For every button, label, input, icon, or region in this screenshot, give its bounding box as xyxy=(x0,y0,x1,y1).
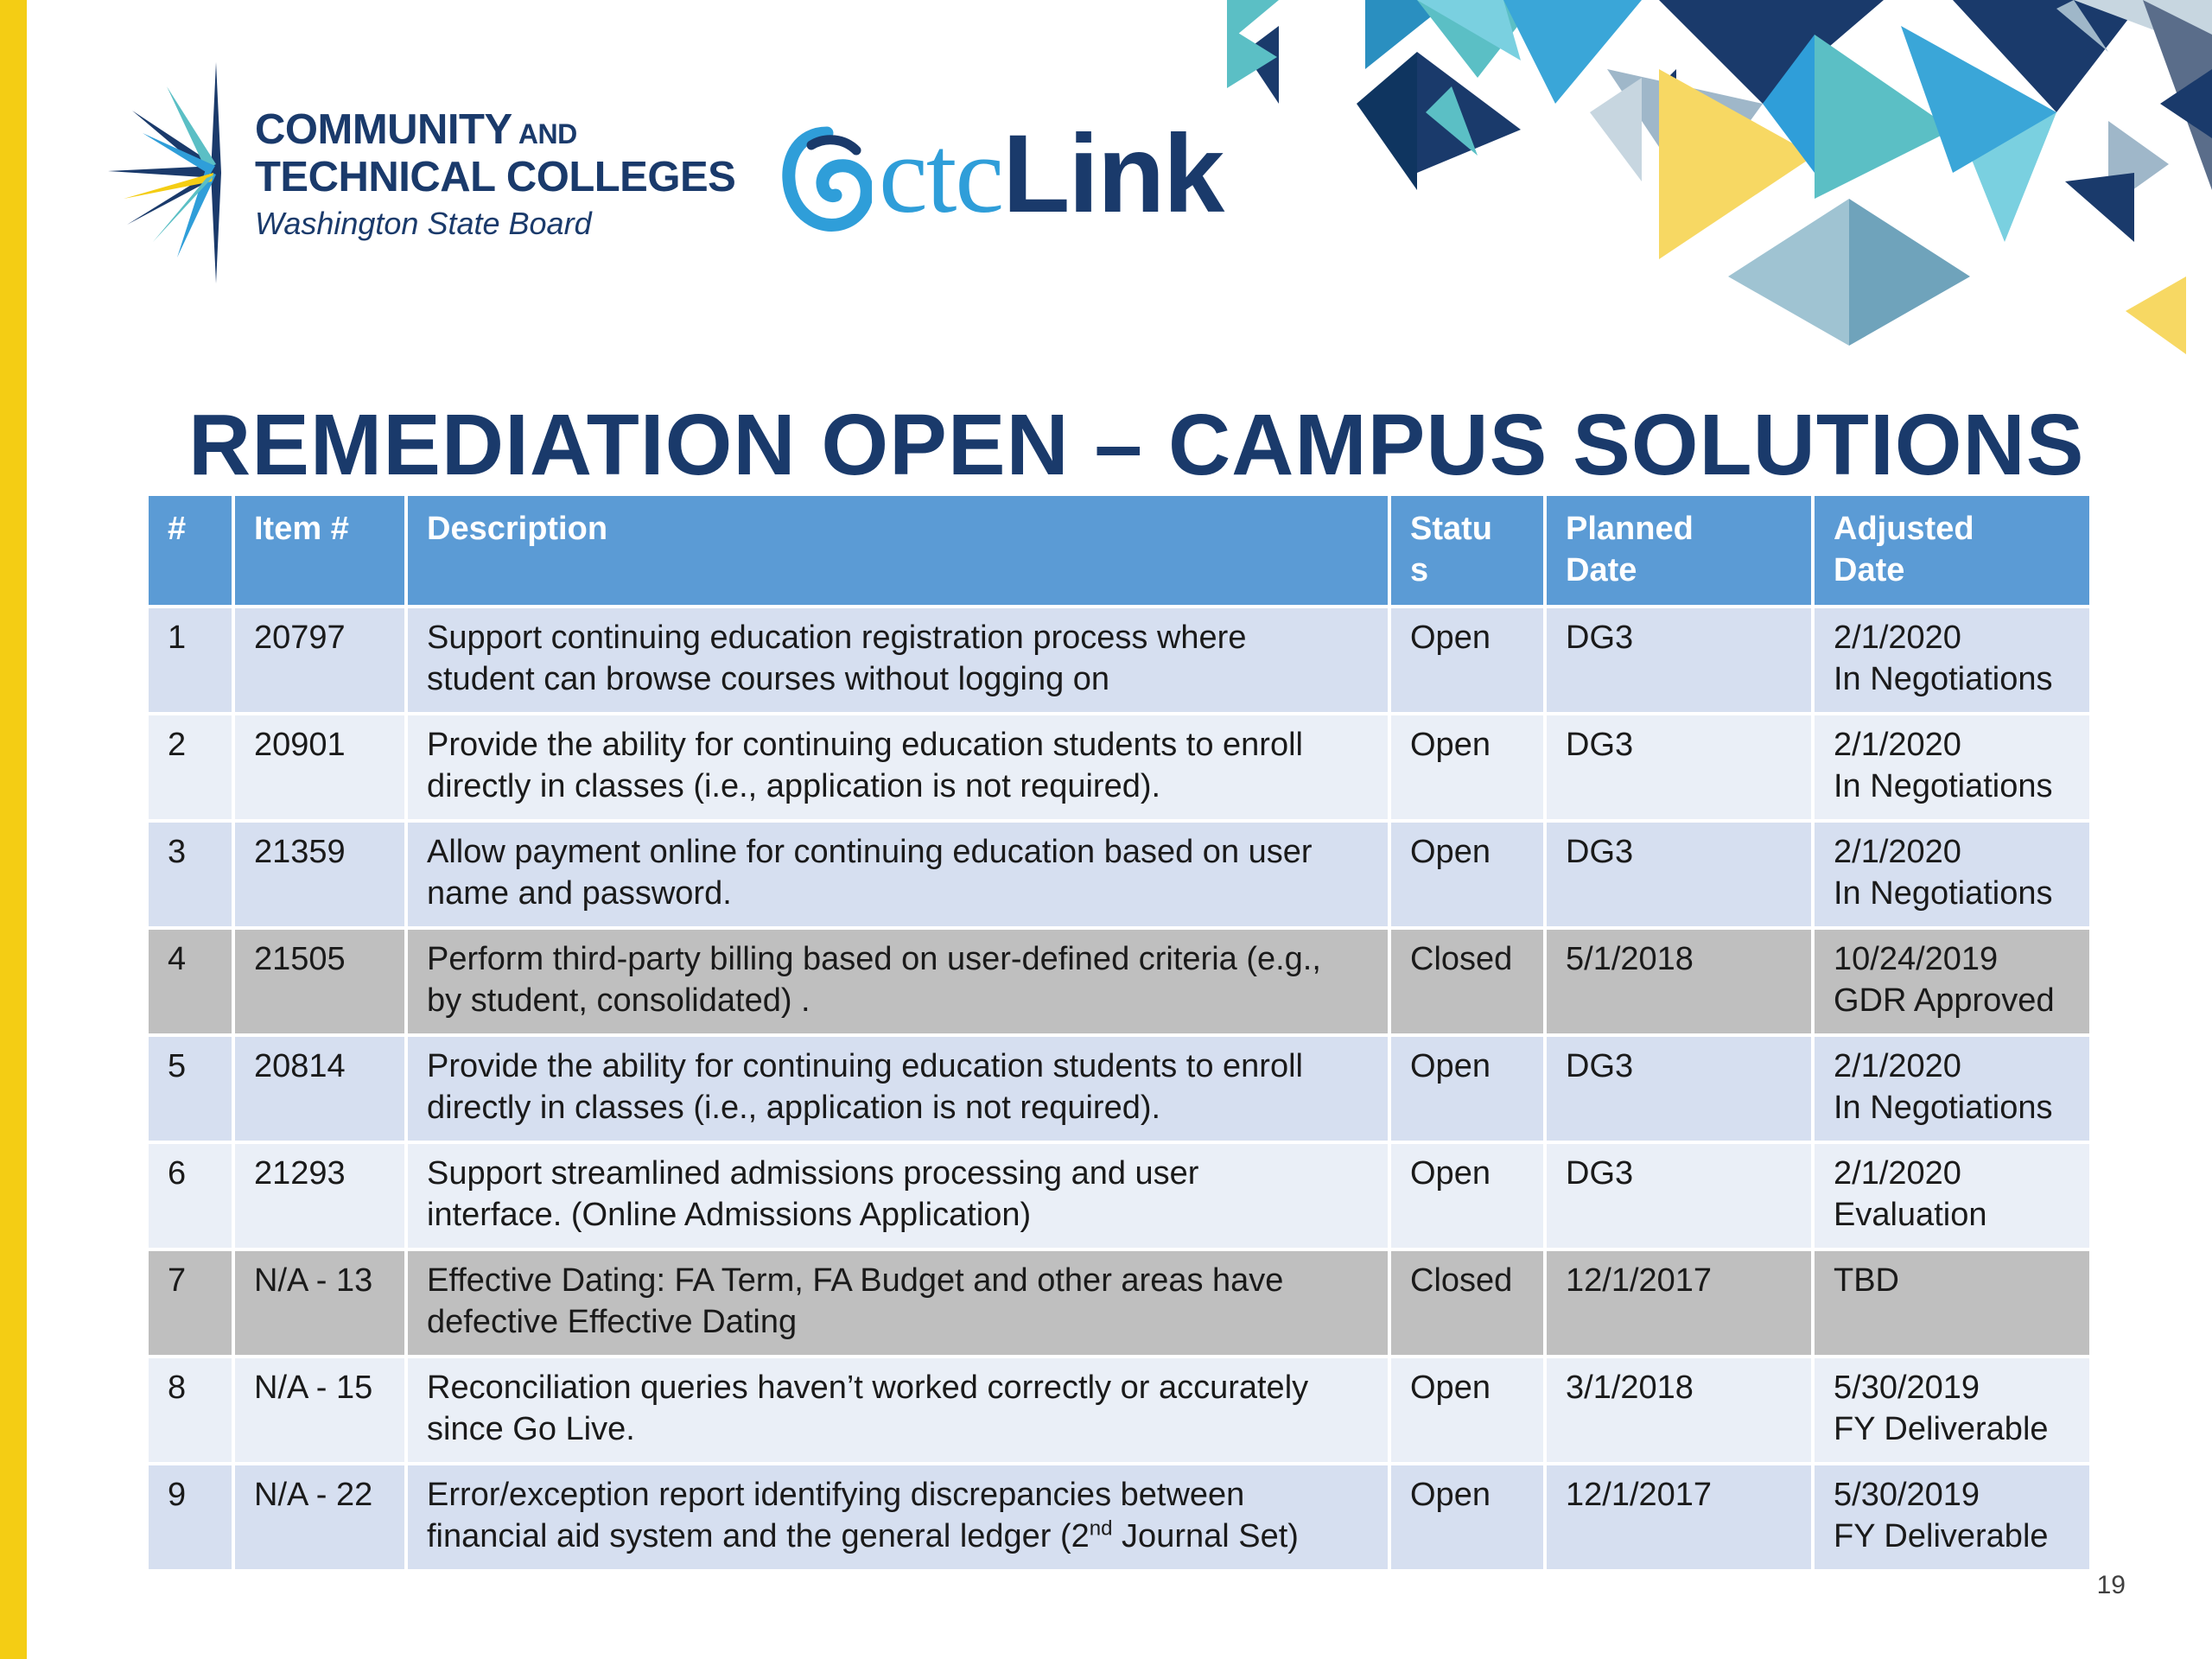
cell-item: N/A - 13 xyxy=(233,1249,406,1357)
cell-status: Open xyxy=(1389,1142,1545,1249)
cell-planned-date: 12/1/2017 xyxy=(1545,1464,1813,1571)
cell-number: 9 xyxy=(147,1464,233,1571)
cell-status: Open xyxy=(1389,1357,1545,1464)
cell-number: 3 xyxy=(147,821,233,928)
swirl-icon xyxy=(782,126,872,233)
cell-description: Allow payment online for continuing education based on user name and password. xyxy=(406,821,1389,928)
table-row xyxy=(147,1249,2091,1357)
cell-item: 20814 xyxy=(233,1035,406,1142)
cell-status: Closed xyxy=(1389,1249,1545,1357)
cell-adjusted-date: 5/30/2019 FY Deliverable xyxy=(1813,1357,2091,1464)
cell-item: N/A - 15 xyxy=(233,1357,406,1464)
col-header-description: Description xyxy=(406,494,1389,607)
table-row xyxy=(147,928,2091,1035)
cell-adjusted-date: 2/1/2020 In Negotiations xyxy=(1813,1035,2091,1142)
table-row xyxy=(147,821,2091,928)
cell-planned-date: 3/1/2018 xyxy=(1545,1357,1813,1464)
cell-description: Perform third-party billing based on user-defined criteria (e.g., by student, consolidated) . xyxy=(406,928,1389,1035)
cell-adjusted-date: TBD xyxy=(1813,1249,2091,1357)
logo-ctc-text: ctc xyxy=(879,113,1003,236)
cell-status: Open xyxy=(1389,1464,1545,1571)
cell-adjusted-date: 2/1/2020 In Negotiations xyxy=(1813,714,2091,821)
cell-adjusted-date: 2/1/2020 In Negotiations xyxy=(1813,607,2091,714)
table-row xyxy=(147,607,2091,714)
logo-link-text: Link xyxy=(1002,112,1224,236)
cell-description: Reconciliation queries haven’t worked correctly or accurately since Go Live. xyxy=(406,1357,1389,1464)
col-header-item: Item # xyxy=(233,494,406,607)
cell-item: 21505 xyxy=(233,928,406,1035)
cell-item: 21359 xyxy=(233,821,406,928)
cell-number: 8 xyxy=(147,1357,233,1464)
cell-item: 20901 xyxy=(233,714,406,821)
cell-item: 20797 xyxy=(233,607,406,714)
cell-item: N/A - 22 xyxy=(233,1464,406,1571)
cell-description: Effective Dating: FA Term, FA Budget and other areas have defective Effective Dating xyxy=(406,1249,1389,1357)
cell-number: 6 xyxy=(147,1142,233,1249)
decorative-triangles xyxy=(1192,0,2212,372)
page-title: REMEDIATION OPEN – CAMPUS SOLUTIONS xyxy=(188,397,2085,493)
cell-planned-date: DG3 xyxy=(1545,607,1813,714)
col-header-status: Statu s xyxy=(1389,494,1545,607)
page-number: 19 xyxy=(2096,1571,2126,1599)
table-row xyxy=(147,1357,2091,1464)
cell-adjusted-date: 2/1/2020 Evaluation xyxy=(1813,1142,2091,1249)
cell-planned-date: DG3 xyxy=(1545,821,1813,928)
cell-item: 21293 xyxy=(233,1142,406,1249)
cell-description: Support streamlined admissions processing and user interface. (Online Admissions Application) xyxy=(406,1142,1389,1249)
cell-number: 2 xyxy=(147,714,233,821)
cell-adjusted-date: 2/1/2020 In Negotiations xyxy=(1813,821,2091,928)
cell-number: 1 xyxy=(147,607,233,714)
cell-status: Closed xyxy=(1389,928,1545,1035)
remediation-table xyxy=(145,493,2093,1573)
cell-number: 7 xyxy=(147,1249,233,1357)
small-teal-triangle xyxy=(1227,26,1279,88)
logo-and: AND xyxy=(512,118,577,149)
logo-community: COMMUNITY xyxy=(255,106,512,153)
table-row xyxy=(147,1035,2091,1142)
star-burst-icon xyxy=(108,60,229,285)
cell-number: 4 xyxy=(147,928,233,1035)
col-header-number: # xyxy=(147,494,233,607)
logo-technical-colleges: TECHNICAL COLLEGES xyxy=(255,154,736,200)
cell-planned-date: DG3 xyxy=(1545,1035,1813,1142)
cell-status: Open xyxy=(1389,607,1545,714)
cell-description: Provide the ability for continuing education students to enroll directly in classes (i.e., application is not required). xyxy=(406,1035,1389,1142)
col-header-planned-date: Planned Date xyxy=(1545,494,1813,607)
cell-status: Open xyxy=(1389,1035,1545,1142)
table-row xyxy=(147,1142,2091,1249)
cell-status: Open xyxy=(1389,714,1545,821)
ctclink-logo xyxy=(782,112,1249,238)
table-header-row xyxy=(147,494,2091,607)
col-header-adjusted-date: Adjusted Date xyxy=(1813,494,2091,607)
logo-washington-state-board: Washington State Board xyxy=(255,206,592,241)
cell-adjusted-date: 10/24/2019 GDR Approved xyxy=(1813,928,2091,1035)
cell-description: Support continuing education registration process where student can browse courses without logging on xyxy=(406,607,1389,714)
cell-planned-date: DG3 xyxy=(1545,714,1813,821)
cell-number: 5 xyxy=(147,1035,233,1142)
cell-planned-date: DG3 xyxy=(1545,1142,1813,1249)
sbctc-logo xyxy=(108,60,736,285)
table-row xyxy=(147,714,2091,821)
left-accent-bar xyxy=(0,0,27,1659)
cell-adjusted-date: 5/30/2019 FY Deliverable xyxy=(1813,1464,2091,1571)
cell-planned-date: 5/1/2018 xyxy=(1545,928,1813,1035)
table-row xyxy=(147,1464,2091,1571)
cell-description: Error/exception report identifying discrepancies between financial aid system and the general ledger (2nd Journal Set) xyxy=(406,1464,1389,1571)
cell-status: Open xyxy=(1389,821,1545,928)
cell-description: Provide the ability for continuing education students to enroll directly in classes (i.e., application is not required). xyxy=(406,714,1389,821)
cell-planned-date: 12/1/2017 xyxy=(1545,1249,1813,1357)
